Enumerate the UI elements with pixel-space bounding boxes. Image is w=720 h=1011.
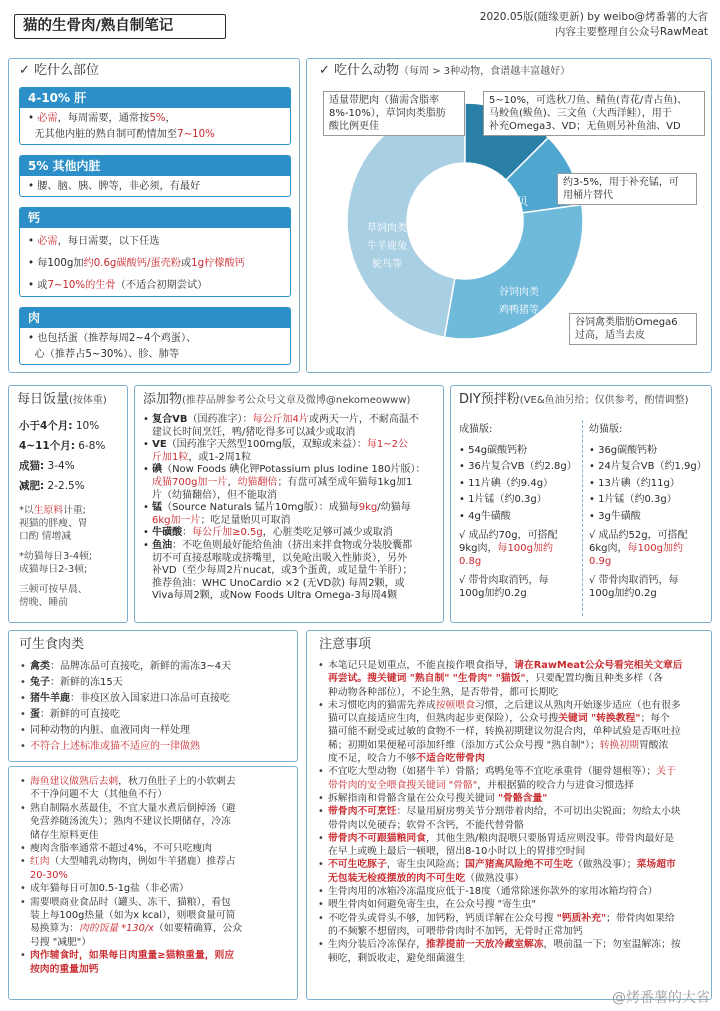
donut-label-ruminant-1: 草饲肉类 (367, 223, 407, 234)
section-raw-edible-meat (8, 630, 298, 762)
card-body-calcium: • 必需，每日需要，以下任选 • 每100g加约0.6g碳酸钙/蛋壳粉或1g柠檬酸钙 • 或7~10%的生骨（不适合初期尝试） (28, 236, 245, 291)
donut-segment-poultry (445, 205, 583, 339)
donut-label-ruminant-3: 鸵鸟等 (372, 259, 402, 270)
section-extra-notes (8, 766, 298, 1000)
card-other-organs (19, 155, 291, 197)
list-item: • 海鱼建议做熟后去刺，秋刀鱼肚子上的小软刺去 不干净问题不大（其他鱼不行） (19, 775, 293, 802)
section-title-additives: 添加物(推荐品牌参考公众号文章及微博@nekomeowww) (143, 392, 411, 407)
list-item: • 禽类：品牌冻品可直接吃，新鲜的需冻3~4天 (19, 659, 295, 675)
section-daily-feed (8, 385, 128, 623)
additive-vitamin-b: • 复合VB（国药准字）：每公斤加4片或两天一片，不耐高温不 (143, 414, 419, 425)
list-item: • 肉作辅食时，如果每日肉重量≥猫粮重量，则应 按肉的重量加钙 (19, 949, 293, 976)
list-item: • 成年猫每日可加0.5-1g盐（非必需） (19, 882, 293, 895)
diy-divider (582, 420, 583, 616)
additive-taurine: • 牛磺酸：每公斤加≥0.5g，心脏类吃足够可减少或取消 (143, 527, 393, 539)
card-body-meat: • 也包括蛋（推荐每周2~4个鸡蛋）、 心（推荐占5~30%）、胗、肺等 (28, 333, 197, 360)
list-item: • 拆解指南和骨骼含量在公众号搜关键词 "骨骼含量" (317, 792, 707, 805)
list-item: • 猪牛羊鹿：非疫区放入国家进口冻品可直接吃 (19, 691, 295, 707)
list-item: • 兔子：新鲜的冻15天 (19, 675, 295, 691)
list-item: • 不可生吃豚子，寄生虫风险高；国产猪高风险绝不可生吃（做熟没事）；菜场超市 无包装无检疫摆放的肉不可生吃（做熟没事） (317, 858, 707, 885)
extra-notes-list (19, 775, 293, 976)
card-liver (19, 87, 291, 145)
donut-label-poultry-2: 鸡鸭猪等 (499, 305, 539, 316)
list-item: • 生骨肉用的冰箱冷冻温度应低于-18度（通常除迷你款外的家用冰箱均符合） (317, 885, 707, 898)
additive-iodine: • 碘（Now Foods 碘化钾Potassium plus Iodine 180片版）： (143, 464, 426, 476)
list-item: • 同种动物的内脏、血液同肉一样处理 (19, 723, 295, 739)
card-body-other-organs: • 腰、脑、胰、脾等，非必须，有最好 (28, 181, 201, 192)
callout-shellfish: 约3-5%，用于补充锰，可 用桶片替代 (557, 173, 697, 205)
page-title: 猫的生骨肉/熟自制笔记 (14, 14, 226, 39)
section-additives (134, 385, 444, 623)
callout-ruminant: 适量带肥肉（猫需含脂率 8%-10%），草饲肉类脂肪 酸比例更佳 (323, 91, 465, 136)
list-item: • 生肉分装后冷冻保存，推荐提前一天放冷藏室解冻，喂前温一下；勿室温解冻；按 顿吃，剩饭收走，避免细菌滋生 (317, 938, 707, 965)
list-item: • 未习惯吃肉的猫需先养成按顿喂食习惯，之后建议从熟肉开始逐步适应（也有很多 猫可以直接适应生肉，但熟肉起步更保险），公众号搜关键词 "转换教程"；每个 猫可能不耐受或过敏的食物不一样，转换初期建议勿混合肉，单种试验是否呕吐拉 稀；初期如果便秘可添加纤维（添加方式公众号搜 "熟自制"）；转换初期胃酸浓 度不足，咬合力不够不适合吃带骨肉 (317, 699, 707, 765)
donut-label-shellfish: 贻贝 (506, 195, 528, 208)
precautions-list (317, 659, 707, 965)
section-precautions (306, 630, 712, 1000)
donut-label-fish: 海鱼 (474, 169, 496, 182)
card-calcium (19, 207, 291, 297)
callout-poultry: 谷饲禽类脂肪Omega6 过高，适当去皮 (569, 313, 697, 345)
list-item: • 红肉（大型哺乳动物肉，例如牛羊猪鹿）推荐占 20-30% (19, 855, 293, 882)
list-item: • 不符合上述标准或猫不适应的一律做熟 (19, 739, 295, 755)
donut-segment-ruminant (347, 103, 465, 337)
list-item: • 喂生骨肉如何避免寄生虫，在公众号搜 "寄生虫" (317, 898, 707, 911)
additive-manganese: • 锰（Source Naturals 锰片10mg版）：成猫每9kg/幼猫每 (143, 502, 411, 514)
feed-notes: *以生原料计重; 视猫的胖瘦、胃 口酌 情增减 *幼猫每日3-4顿; 成猫每日2-3顿; 三顿可按早晨、 傍晚、睡前 (19, 505, 93, 608)
section-title-body-parts: ✓ 吃什么部位 (19, 63, 100, 78)
additives-list: • 复合VB（国药准字）：每公斤加4片或两天一片，不耐高温不 建议长时间烹饪，鸭/猪吃得多可以减少或取消 • VE（国药准字天然型100mg版，双鲸或来益）：每1~2公 斤加1粒，或1-2周1粒 • 碘（Now Foods 碘化钾Potassium plus Iodine 180片版）： 成猫700g加一片，幼猫翻倍；有盘可减至成年猫每1kg加1 片（幼猫翻倍），但不能取消 • 锰（Source Naturals 锰片10mg版）：成猫每9kg/幼猫每 6kg加一片；吃足量贻贝可取消 • 牛磺酸：每公斤加≥0.5g，心脏类吃足够可减少或取消 • 鱼油：不吃鱼则最好能给鱼油（挤出来拌食物或分装胶囊都 切不可直接怼喉咙或挤嘴里，以免呛出吸入性肺炎），另外 补VD（至少每周2片nucat，或3个蛋黄，或足量牛羊肝）； 推荐鱼油：WHC UnoCardio ×2 (无VD款) 每周2颗，或 Viva每周2颗，或Now Foods Ultra Omega-3每周4颗 (143, 414, 441, 603)
additive-fish-oil: • 鱼油：不吃鱼则最好能给鱼油（挤出来拌食物或分装胶囊都 (143, 539, 413, 551)
donut-label-poultry-1: 谷饲肉类 (499, 287, 539, 298)
watermark: @烤番薯的大省 (612, 989, 710, 1006)
diy-kitten-version: 幼猫版: • 36g碳酸钙粉 • 24片复合VB（约1.9g） • 13片碘（约11g） • 1片锰（约0.3g） • 3g牛磺酸 √ 成品约52g，可搭配 6kg肉，每100g加约 0.9g √ 带骨肉取消钙，每 100g加约0.2g (589, 424, 707, 599)
list-item: • 熟自制隔水蒸最佳，不宜大量水煮后倒掉汤（避 免营养随汤流失）；熟肉不建议长期储存，冷冻 储存生原料更佳 (19, 802, 293, 842)
section-body-parts (8, 58, 300, 373)
card-heading-meat: 肉 (20, 308, 290, 328)
list-item: • 蛋：新鲜的可直接吃 (19, 707, 295, 723)
list-item: • 带骨肉不可烹饪：尽量用厨房剪关节分割带着肉给，不可切出尖锐面；勿给太小块 带骨肉以免硬吞；软骨不含钙，不能代替骨骼 (317, 805, 707, 832)
section-title-diy-premix: DIY预拌粉(VE&鱼油另给；仅供参考，酌情调整) (459, 392, 689, 407)
section-title-animals: ✓ 吃什么动物（每周 > 3种动物，食谱越丰富越好） (319, 63, 571, 78)
section-title-raw-edible-meat: 可生食肉类 (19, 637, 85, 652)
list-item: • 带骨肉不可跟猫粮同食，其他生熟/粮肉混喂只要肠胃适应则没事。带骨肉最好是 在早上或晚上最后一顿喂，留出8-10小时以上的胃排空时间 (317, 832, 707, 859)
card-heading-calcium: 钙 (20, 208, 290, 228)
list-item: • 需要喂商业食品时（罐头、冻干、猫粮），看包 装上每100g热量（如为x kcal），则喂食量可简 易换算为：肉的饭量 *130/x（如要精确算，公众 号搜 "减肥"） (19, 896, 293, 950)
card-heading-liver: 4-10% 肝 (20, 88, 290, 108)
section-animals (306, 58, 712, 373)
header-source: 内容主要整理自公众号RawMeat (554, 26, 708, 38)
list-item: • 瘦肉含脂率通常不超过4%，不可只吃瘦肉 (19, 842, 293, 855)
card-meat (19, 307, 291, 365)
header-info (480, 10, 708, 40)
section-title-daily-feed: 每日饭量(按体重) (17, 392, 107, 407)
raw-meat-list (19, 659, 295, 755)
additive-vitamin-e: • VE（国药准字天然型100mg版，双鲸或来益）：每1~2公 (143, 439, 408, 451)
section-title-precautions: 注意事项 (319, 637, 372, 652)
feed-ratio-list: 小于4个月: 10% 4~11个月: 6-8% 成猫: 3-4% 减肥: 2-2.5% (19, 420, 106, 492)
list-item: • 本笔记只是划重点，不能直接作喂食指导，请在RawMeat公众号看完相关文章后 再尝试。搜关键词 "熟自制" "生骨肉" "猫饭"，只要配置均衡且种类多样（各 种动物各种部位），不论生熟，是否带骨，都可长期吃 (317, 659, 707, 699)
list-item: • 不宜吃大型动物（如猪牛羊）骨骼；鸡鸭兔等不宜吃承重骨（腿骨翅根等）；关于 带骨肉的安全喂食搜关键词 "骨骼"，并根据猫的咬合力与进食习惯选择 (317, 765, 707, 792)
header (8, 8, 712, 42)
section-diy-premix (450, 385, 712, 623)
donut-label-ruminant-2: 牛羊鹿兔 (367, 241, 407, 252)
card-heading-other-organs: 5% 其他内脏 (20, 156, 290, 176)
callout-fish: 5~10%，可选秋刀鱼、鲭鱼(青花/青占鱼)、 马鲛鱼(鲅鱼)、三文鱼（大西洋鲑），用于 补充Omega3、VD；无鱼则另补鱼油、VD (483, 91, 705, 136)
diy-adult-version: 成猫版: • 54g碳酸钙粉 • 36片复合VB（约2.8g） • 11片碘（约9.4g） • 1片锰（约0.3g） • 4g牛磺酸 √ 成品约70g，可搭配 9kg肉，每100g加约 0.8g √ 带骨肉取消钙，每 100g加约0.2g (459, 424, 577, 599)
card-body-liver: • 必需，每周需要，通常按5%， 无其他内脏的熟自制可酌情加至7~10% (28, 113, 215, 140)
list-item: • 不吃骨头或骨头不够，加钙粉，钙质详解在公众号搜 "钙质补充"；带骨肉如果给 的不频繁不想留肉，可喂带骨肉时不加钙，无骨时正常加钙 (317, 912, 707, 939)
check-icon: ✓ (319, 63, 335, 78)
check-icon: ✓ (19, 63, 35, 78)
header-version: 2020.05版(随缘更新) by weibo@烤番薯的大省 (479, 11, 708, 23)
